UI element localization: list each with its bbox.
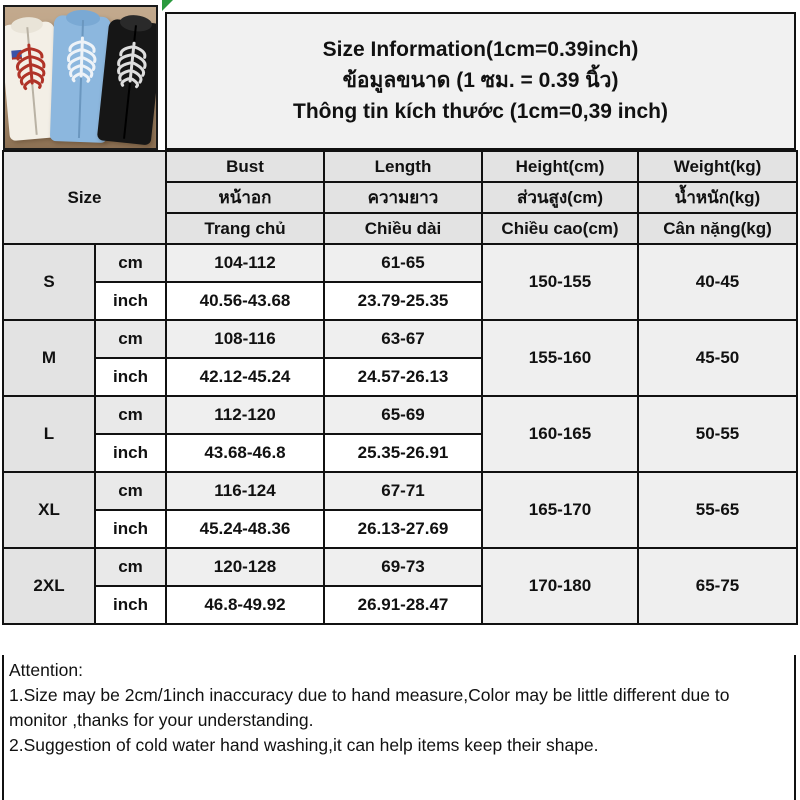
- col-header-height-vi: Chiều cao(cm): [482, 213, 638, 244]
- title-thai: ข้อมูลขนาด (1 ซม. = 0.39 นิ้ว): [342, 68, 619, 92]
- height-value: 150-155: [482, 244, 638, 320]
- green-corner-marker: [162, 0, 173, 11]
- col-header-length-vi: Chiều dài: [324, 213, 482, 244]
- attention-note-1: 1.Size may be 2cm/1inch inaccuracy due to hand measure,Color may be little different due to monitor ,thanks for your understanding.: [9, 685, 730, 730]
- ribcage-print-white: [60, 33, 102, 86]
- size-header-cell: Size: [3, 151, 166, 244]
- length-cm: 65-69: [324, 396, 482, 434]
- size-label-m: M: [3, 320, 95, 396]
- title-english: Size Information(1cm=0.39inch): [322, 37, 639, 61]
- bust-cm: 116-124: [166, 472, 324, 510]
- ribcage-print-red: [9, 39, 53, 94]
- col-header-height-en: Height(cm): [482, 151, 638, 182]
- unit-inch: inch: [95, 282, 166, 320]
- table-row: [3, 320, 797, 358]
- length-inch: 26.13-27.69: [324, 510, 482, 548]
- unit-inch: inch: [95, 510, 166, 548]
- length-cm: 61-65: [324, 244, 482, 282]
- size-label-2xl: 2XL: [3, 548, 95, 624]
- header-row-english: [3, 151, 797, 182]
- height-value: 165-170: [482, 472, 638, 548]
- weight-value: 40-45: [638, 244, 797, 320]
- unit-inch: inch: [95, 434, 166, 472]
- unit-cm: cm: [95, 548, 166, 586]
- bust-cm: 108-116: [166, 320, 324, 358]
- table-row: [3, 244, 797, 282]
- attention-note-2: 2.Suggestion of cold water hand washing,it can help items keep their shape.: [9, 735, 599, 755]
- weight-value: 65-75: [638, 548, 797, 624]
- size-label-l: L: [3, 396, 95, 472]
- height-value: 160-165: [482, 396, 638, 472]
- length-inch: 25.35-26.91: [324, 434, 482, 472]
- col-header-bust-en: Bust: [166, 151, 324, 182]
- bust-inch: 45.24-48.36: [166, 510, 324, 548]
- bust-inch: 46.8-49.92: [166, 586, 324, 624]
- title-vietnamese: Thông tin kích thước (1cm=0,39 inch): [293, 100, 668, 124]
- col-header-height-th: ส่วนสูง(cm): [482, 182, 638, 213]
- col-header-weight-vi: Cân nặng(kg): [638, 213, 797, 244]
- weight-value: 45-50: [638, 320, 797, 396]
- col-header-length-th: ความยาว: [324, 182, 482, 213]
- bust-inch: 40.56-43.68: [166, 282, 324, 320]
- bust-cm: 112-120: [166, 396, 324, 434]
- height-value: 170-180: [482, 548, 638, 624]
- length-cm: 63-67: [324, 320, 482, 358]
- length-cm: 67-71: [324, 472, 482, 510]
- size-label-s: S: [3, 244, 95, 320]
- col-header-length-en: Length: [324, 151, 482, 182]
- unit-inch: inch: [95, 358, 166, 396]
- col-header-bust-th: หน้าอก: [166, 182, 324, 213]
- bust-inch: 43.68-46.8: [166, 434, 324, 472]
- unit-cm: cm: [95, 244, 166, 282]
- length-inch: 26.91-28.47: [324, 586, 482, 624]
- unit-cm: cm: [95, 396, 166, 434]
- length-inch: 24.57-26.13: [324, 358, 482, 396]
- table-row: [3, 396, 797, 434]
- unit-cm: cm: [95, 472, 166, 510]
- height-value: 155-160: [482, 320, 638, 396]
- attention-section: [2, 655, 796, 800]
- attention-heading: Attention:: [9, 660, 83, 680]
- length-cm: 69-73: [324, 548, 482, 586]
- unit-inch: inch: [95, 586, 166, 624]
- unit-cm: cm: [95, 320, 166, 358]
- size-table: [2, 150, 798, 625]
- weight-value: 50-55: [638, 396, 797, 472]
- bust-cm: 104-112: [166, 244, 324, 282]
- weight-value: 55-65: [638, 472, 797, 548]
- table-row: [3, 472, 797, 510]
- title-box: [165, 12, 796, 150]
- col-header-weight-en: Weight(kg): [638, 151, 797, 182]
- ribcage-print-white: [109, 37, 154, 93]
- col-header-weight-th: น้ำหนัก(kg): [638, 182, 797, 213]
- bust-cm: 120-128: [166, 548, 324, 586]
- size-label-xl: XL: [3, 472, 95, 548]
- table-row: [3, 548, 797, 586]
- product-photo: [3, 5, 158, 150]
- length-inch: 23.79-25.35: [324, 282, 482, 320]
- bust-inch: 42.12-45.24: [166, 358, 324, 396]
- col-header-bust-vi: Trang chủ: [166, 213, 324, 244]
